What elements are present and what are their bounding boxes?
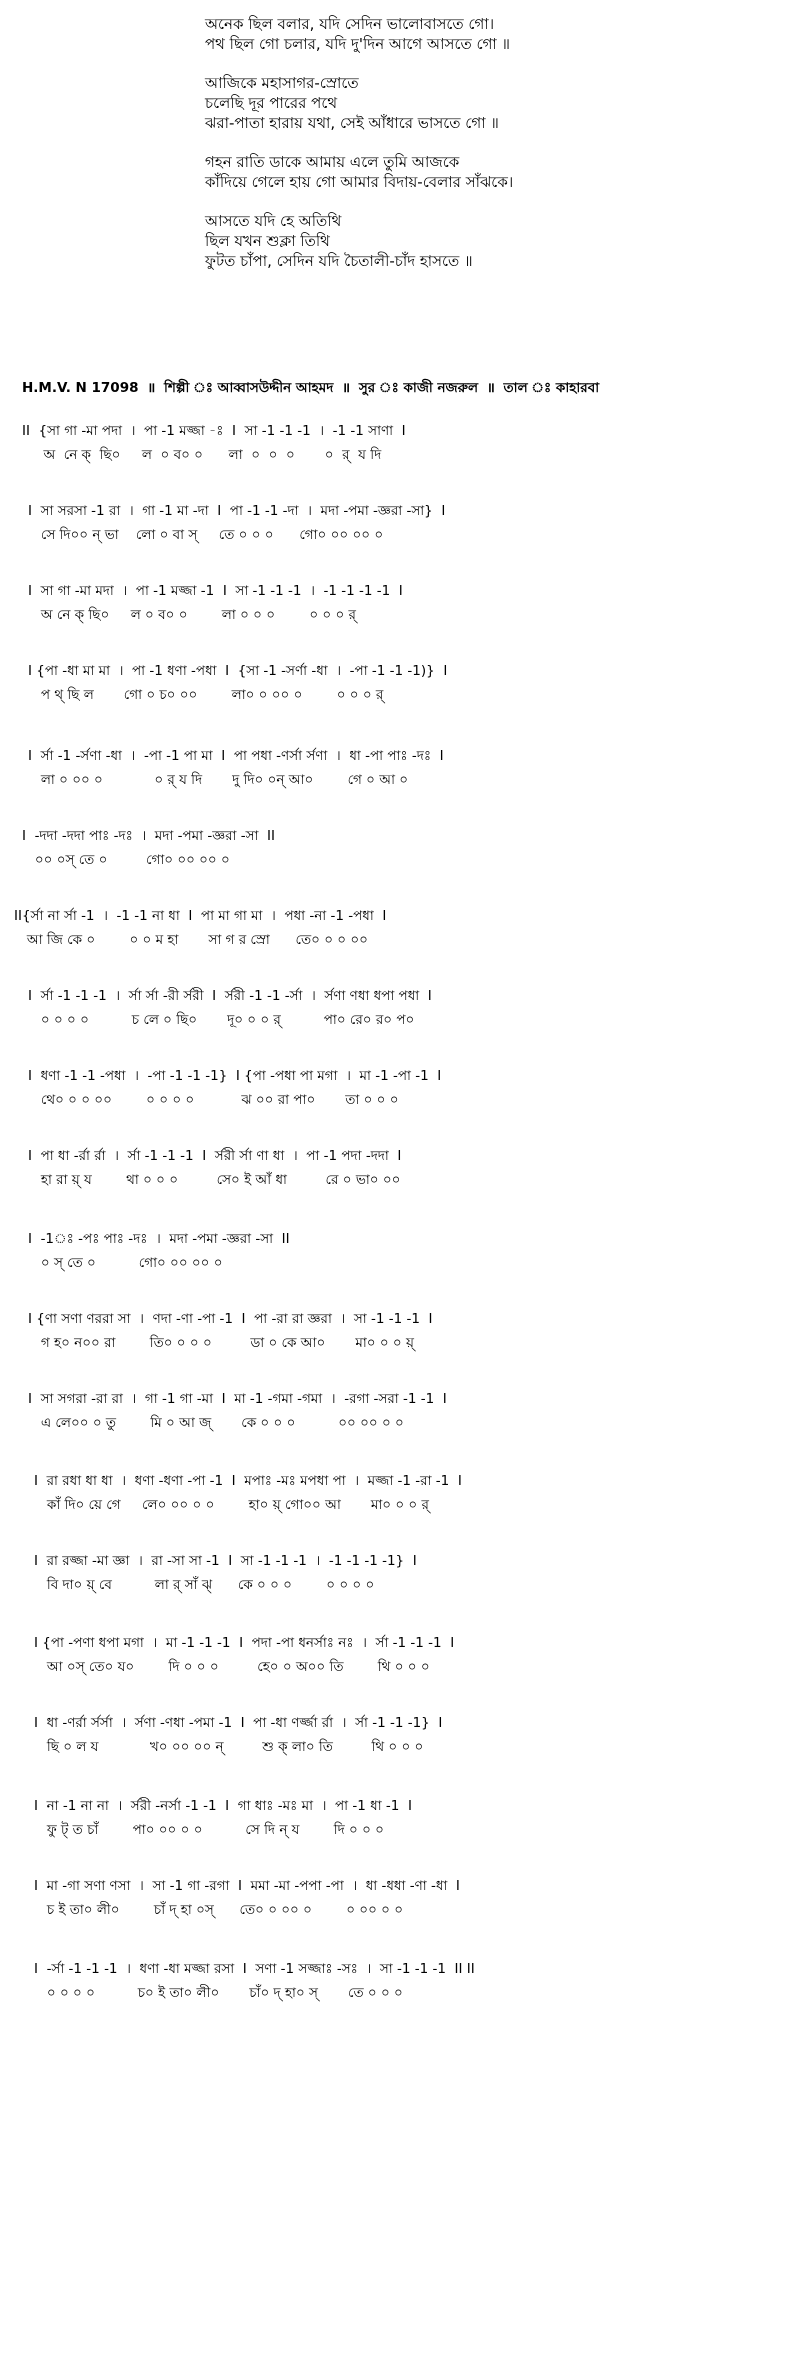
lyrics-block xyxy=(205,14,765,290)
syllable-line: আ ০স্ তে০ য০ দি ০ ০ ০ হে০ ০ অ০০ তি থি ০ ০ ০ xyxy=(34,1659,430,1675)
credits-line xyxy=(22,377,603,400)
singer-credit: শিল্পী ঃ আব্বাসউদ্দীন আহমদ xyxy=(164,380,334,396)
swara-line: I রা রধা ধা ধা । ধণা -ধণা -পা -1 I মপাঃ -মঃ মপধা পা । মজ্জা -1 -রা -1 I xyxy=(34,1473,462,1489)
syllable-line: অ নে ক্ ছি০ ল ০ ব০ ০ লা ০ ০ ০ ০ ০ ০ র্ xyxy=(28,607,356,623)
syllable-line: ০ ০ ০ ০ চ লে ০ ছি০ দূ০ ০ ০ র্ পা০ রে০ র০ প০ xyxy=(28,1012,415,1028)
separator: ॥ xyxy=(147,380,156,396)
swara-line: I পা ধা -র্রা র্রা । র্সা -1 -1 -1 I র্সরী র্সা ণা ধা । পা -1 পদা -দদা I xyxy=(28,1148,402,1164)
syllable-line: গ হ০ ন০০ রা তি০ ০ ০ ০ ডা ০ কে আ০ মা০ ০ ০ য়্ xyxy=(28,1335,414,1351)
lyric-stanza xyxy=(205,211,765,271)
syllable-line: ০০ ০স্ তে ০ গো০ ০০ ০০ ০ xyxy=(22,852,230,868)
lyric-line: ছিল যখন শুক্লা তিথি xyxy=(205,232,330,250)
lyric-line: গহন রাতি ডাকে আমায় এলে তুমি আজকে xyxy=(205,153,460,171)
lyric-line: আসতে যদি হে অতিথি xyxy=(205,212,342,230)
tala-credit: তাল ঃ কাহারবা xyxy=(503,380,600,396)
swara-line: I -1ঃ -পঃ পাঃ -দঃ । মদা -পমা -জ্ঞরা -সা II xyxy=(28,1231,290,1247)
swara-line: I ধা -ণর্রা র্সর্সা । র্সণা -ণধা -পমা -1 I পা -ধা ণর্জ্জা র্রা । র্সা -1 -1 -1} I xyxy=(34,1715,443,1731)
swara-line: I সা সরসা -1 রা । গা -1 মা -দা I পা -1 -1 -দা । মদা -পমা -জ্ঞরা -সা} I xyxy=(28,503,446,519)
swara-line: I -র্সা -1 -1 -1 । ধণা -ধা মজ্জা রসা I সণা -1 সজ্জাঃ -সঃ । সা -1 -1 -1 II II xyxy=(34,1961,475,1977)
swara-line: I মা -গা সণা ণসা । সা -1 গা -রগা I মমা -মা -পপা -পা । ধা -ধধা -ণা -ধা I xyxy=(34,1878,460,1894)
swara-line: I {পা -ধা মা মা । পা -1 ধণা -পধা I {সা -1 -সর্ণা -ধা । -পা -1 -1 -1)} I xyxy=(28,663,448,679)
syllable-line: হা রা য়্ য থা ০ ০ ০ সে০ ই আঁ ধা রে ০ ভা০ ০০ xyxy=(28,1172,401,1188)
swara-line: I {ণা সণা ণররা সা । ণদা -ণা -পা -1 I পা -রা রা জ্ঞরা । সা -1 -1 -1 I xyxy=(28,1311,433,1327)
syllable-line: থে০ ০ ০ ০০ ০ ০ ০ ০ ঝ ০০ রা পা০ তা ০ ০ ০ xyxy=(28,1092,399,1108)
swara-line: I সা গা -মা মদা । পা -1 মজ্জা -1 I সা -1 -1 -1 । -1 -1 -1 -1 I xyxy=(28,583,403,599)
swara-line: I {পা -পণা ধপা মগা । মা -1 -1 -1 I পদা -পা ধনর্সাঃ নঃ । র্সা -1 -1 -1 I xyxy=(34,1635,455,1651)
lyric-stanza xyxy=(205,14,765,54)
syllable-line: লা ০ ০০ ০ ০ র্ য দি দু দি০ ০ন্ আ০ গে ০ আ ০ xyxy=(28,772,409,788)
syllable-line: এ লে০০ ০ তু মি ০ আ জ্ কে ০ ০ ০ ০০ ০০ ০ ০ xyxy=(28,1415,404,1431)
swara-line: II {সা গা -মা পদা । পা -1 মজ্জা -ঃ I সা -1 -1 -1 । -1 -1 সাণা I xyxy=(22,423,406,439)
syllable-line: ০ ০ ০ ০ চ০ ই তা০ লী০ চাঁ০ দ্ হা০ স্ তে ০ ০ ০ xyxy=(34,1985,403,2001)
swara-line: I রা রজ্জা -মা জ্ঞা । রা -সা সা -1 I সা -1 -1 -1 । -1 -1 -1 -1} I xyxy=(34,1553,417,1569)
tune-credit: সুর ঃ কাজী নজরুল xyxy=(358,380,479,396)
record-number: H.M.V. N 17098 xyxy=(22,380,139,396)
swara-line: I না -1 না না । র্সরী -নর্সা -1 -1 I গা ধাঃ -মঃ মা । পা -1 ধা -1 I xyxy=(34,1798,412,1814)
syllable-line: অ নে ক্ ছি০ ল ০ ব০ ০ লা ০ ০ ০ ০ র্ য দি xyxy=(22,447,382,463)
swara-line: I র্সা -1 -1 -1 । র্সা র্সা -রী র্সরী I র্সরী -1 -1 -র্সা । র্সণা ণধা ধপা পধা I xyxy=(28,988,432,1004)
syllable-line: ছি ০ ল য খ০ ০০ ০০ ন্ শু ক্ লা০ তি থি ০ ০ ০ xyxy=(34,1739,424,1755)
separator: ॥ xyxy=(342,380,351,396)
swara-line: II{র্সা না র্সা -1 । -1 -1 না ধা I পা মা গা মা । পধা -না -1 -পধা I xyxy=(14,908,387,924)
syllable-line: ০ স্ তে ০ গো০ ০০ ০০ ০ xyxy=(28,1255,223,1271)
lyric-stanza xyxy=(205,73,765,133)
syllable-line: সে দি০০ ন্ ভা লো ০ বা স্ তে ০ ০ ০ গো০ ০০ ০০ ০ xyxy=(28,527,384,543)
syllable-line: প থ্ ছি ল গো ০ চ০ ০০ লা০ ০ ০০ ০ ০ ০ ০ র্ xyxy=(28,687,384,703)
swara-line: I ধণা -1 -1 -পধা । -পা -1 -1 -1} I {পা -পধা পা মগা । মা -1 -পা -1 I xyxy=(28,1068,442,1084)
lyric-line: চলেছি দূর পারের পথে xyxy=(205,94,338,112)
lyric-line: কাঁদিয়ে গেলে হায় গো আমার বিদায়-বেলার সাঁঝকে। xyxy=(205,173,514,191)
swara-line: I -দদা -দদা পাঃ -দঃ । মদা -পমা -জ্ঞরা -সা II xyxy=(22,828,276,844)
lyric-line: পথ ছিল গো চলার, যদি দু'দিন আগে আসতে গো ॥ xyxy=(205,35,511,53)
syllable-line: ফু ট্ ত চাঁ পা০ ০০ ০ ০ সে দি ন্ য দি ০ ০ ০ xyxy=(34,1822,384,1838)
lyric-line: আজিকে মহাসাগর-স্রোতে xyxy=(205,74,359,92)
syllable-line: বি দা০ য়্ বে লা র্ সাঁ ঝ্ কে ০ ০ ০ ০ ০ ০ ০ xyxy=(34,1577,375,1593)
swara-line: I র্সা -1 -র্সণা -ধা । -পা -1 পা মা I পা পধা -ণর্সা র্সণা । ধা -পা পাঃ -দঃ I xyxy=(28,748,444,764)
lyric-line: ফুটত চাঁপা, সেদিন যদি চৈতালী-চাঁদ হাসতে ॥ xyxy=(205,252,473,270)
separator: ॥ xyxy=(486,380,495,396)
syllable-line: চ ই তা০ লী০ চাঁ দ্ হা ০স্ তে০ ০ ০০ ০ ০ ০০ ০ ০ xyxy=(34,1902,403,1918)
swara-line: I সা সগরা -রা রা । গা -1 গা -মা I মা -1 -গমা -গমা । -রগা -সরা -1 -1 I xyxy=(28,1391,447,1407)
syllable-line: আ জি কে ০ ০ ০ ম হা সা গ র স্রো তে০ ০ ০ ০০ xyxy=(14,932,368,948)
lyric-line: অনেক ছিল বলার, যদি সেদিন ভালোবাসতে গো। xyxy=(205,15,495,33)
lyric-line: ঝরা-পাতা হারায় যথা, সেই আঁধারে ভাসতে গো ॥ xyxy=(205,114,499,132)
syllable-line: কাঁ দি০ য়ে গে লে০ ০০ ০ ০ হা০ য়্ গো০০ আ মা০ ০ ০ র্ xyxy=(34,1497,429,1513)
lyric-stanza xyxy=(205,152,765,192)
